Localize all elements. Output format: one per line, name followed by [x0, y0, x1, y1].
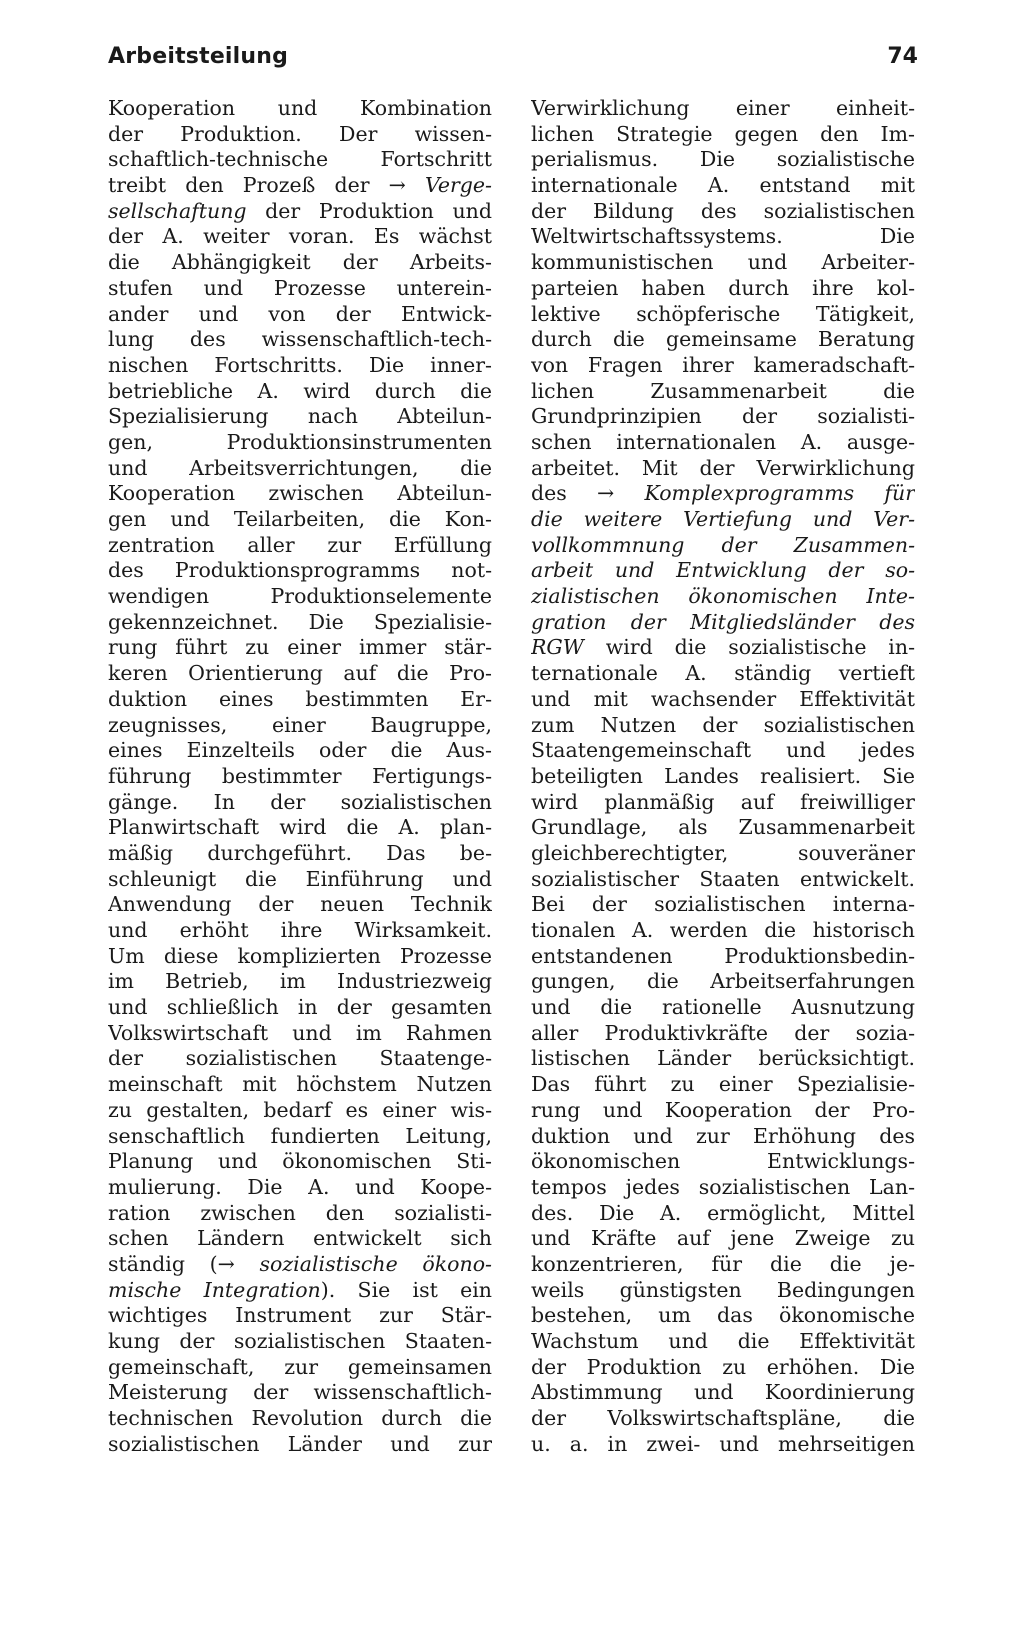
text-line: Weltwirtschaftssystems. Die: [531, 224, 915, 249]
text-line: tempos jedes sozialistischen Lan-: [531, 1174, 915, 1199]
text-line: Planung und ökonomischen Sti-: [108, 1149, 492, 1174]
text-line: technischen Revolution durch die: [108, 1406, 492, 1431]
text-line: duktion eines bestimmten Er-: [108, 686, 492, 711]
text-line: wichtiges Instrument zur Stär-: [108, 1303, 492, 1328]
text-line: Um diese komplizierten Prozesse: [108, 943, 492, 968]
text-line: Grundlage, als Zusammenarbeit: [531, 815, 915, 840]
text-line: Verwirklichung einer einheit-: [531, 96, 915, 120]
text-line: Kooperation und Kombination: [108, 96, 492, 120]
text-line: Das führt zu einer Spezialisie-: [531, 1072, 915, 1097]
text-line: entstandenen Produktionsbedin-: [531, 943, 915, 968]
text-line: des → Komplexprogramms für: [531, 481, 915, 506]
text-line: der Produktion. Der wissen-: [108, 121, 492, 146]
text-line: des Produktionsprogramms not-: [108, 558, 492, 583]
text-line: keren Orientierung auf die Pro-: [108, 661, 492, 686]
text-line: Meisterung der wissenschaftlich-: [108, 1380, 492, 1405]
text-line: rung führt zu einer immer stär-: [108, 635, 492, 660]
text-line: internationale A. entstand mit: [531, 173, 915, 198]
text-line: wird planmäßig auf freiwilliger: [531, 789, 915, 814]
text-line: die Abhängigkeit der Arbeits-: [108, 250, 492, 275]
text-line: lung des wissenschaftlich-tech-: [108, 327, 492, 352]
text-line: zentration aller zur Erfüllung: [108, 532, 492, 557]
text-line: Volkswirtschaft und im Rahmen: [108, 1020, 492, 1045]
text-line: rung und Kooperation der Pro-: [531, 1097, 915, 1122]
running-head: [108, 44, 918, 80]
text-line: senschaftlich fundierten Leitung,: [108, 1123, 492, 1148]
text-line: gekennzeichnet. Die Spezialisie-: [108, 609, 492, 634]
text-line: stufen und Prozesse unterein-: [108, 275, 492, 300]
text-line: gration der Mitgliedsländer des: [531, 609, 915, 634]
text-line: Planwirtschaft wird die A. plan-: [108, 815, 492, 840]
text-line: und schließlich in der gesamten: [108, 995, 492, 1020]
text-line: schaftlich-technische Fortschritt: [108, 147, 492, 172]
text-line: Bei der sozialistischen interna-: [531, 892, 915, 917]
text-line: zu gestalten, bedarf es einer wis-: [108, 1097, 492, 1122]
text-line: eines Einzelteils oder die Aus-: [108, 738, 492, 763]
text-line: betriebliche A. wird durch die: [108, 378, 492, 403]
text-line: konzentrieren, für die die je-: [531, 1251, 915, 1276]
text-line: ökonomischen Entwicklungs-: [531, 1149, 915, 1174]
text-line: gemeinschaft, zur gemeinsamen: [108, 1354, 492, 1379]
text-line: lichen Strategie gegen den Im-: [531, 121, 915, 146]
text-line: schleunigt die Einführung und: [108, 866, 492, 891]
text-line: zum Nutzen der sozialistischen: [531, 712, 915, 737]
text-line: weils günstigsten Bedingungen: [531, 1277, 915, 1302]
text-line: mische Integration). Sie ist ein: [108, 1277, 492, 1302]
text-line: gungen, die Arbeitserfahrungen: [531, 969, 915, 994]
text-line: bestehen, um das ökonomische: [531, 1303, 915, 1328]
text-line: lektive schöpferische Tätigkeit,: [531, 301, 915, 326]
text-line: RGW wird die sozialistische in-: [531, 635, 915, 660]
text-line: ternationale A. ständig vertieft: [531, 661, 915, 686]
text-line: Kooperation zwischen Abteilun-: [108, 481, 492, 506]
text-line: mäßig durchgeführt. Das be-: [108, 840, 492, 865]
text-line: durch die gemeinsame Beratung: [531, 327, 915, 352]
text-line: von Fragen ihrer kameradschaft-: [531, 352, 915, 377]
text-line: kommunistischen und Arbeiter-: [531, 250, 915, 275]
text-line: mulierung. Die A. und Koope-: [108, 1174, 492, 1199]
text-line: meinschaft mit höchstem Nutzen: [108, 1072, 492, 1097]
text-line: zeugnisses, einer Baugruppe,: [108, 712, 492, 737]
text-line: Abstimmung und Koordinierung: [531, 1380, 915, 1405]
text-line: und erhöht ihre Wirksamkeit.: [108, 918, 492, 942]
text-line: Wachstum und die Effektivität: [531, 1329, 915, 1353]
text-line: die weitere Vertiefung und Ver-: [531, 507, 915, 531]
text-line: des. Die A. ermöglicht, Mittel: [531, 1200, 915, 1225]
text-column-right: [531, 96, 915, 1457]
text-line: schen internationalen A. ausge-: [531, 429, 915, 454]
text-line: kung der sozialistischen Staaten-: [108, 1329, 492, 1353]
text-line: ander und von der Entwick-: [108, 301, 492, 326]
text-line: parteien haben durch ihre kol-: [531, 275, 915, 300]
text-line: ständig (→ sozialistische ökono-: [108, 1251, 492, 1276]
text-line: duktion und zur Erhöhung des: [531, 1123, 915, 1148]
text-line: und die rationelle Ausnutzung: [531, 995, 915, 1020]
text-line: sozialistischer Staaten entwickelt.: [531, 866, 915, 891]
text-line: arbeitet. Mit der Verwirklichung: [531, 455, 915, 480]
text-line: lichen Zusammenarbeit die: [531, 378, 915, 403]
text-line: nischen Fortschritts. Die inner-: [108, 352, 492, 377]
text-line: listischen Länder berücksichtigt.: [531, 1046, 915, 1071]
text-line: führung bestimmter Fertigungs-: [108, 763, 492, 788]
text-line: tionalen A. werden die historisch: [531, 918, 915, 942]
text-line: im Betrieb, im Industriezweig: [108, 969, 492, 994]
text-line: vollkommnung der Zusammen-: [531, 532, 915, 557]
text-line: der Volkswirtschaftspläne, die: [531, 1406, 915, 1431]
text-line: der sozialistischen Staatenge-: [108, 1046, 492, 1071]
text-line: beteiligten Landes realisiert. Sie: [531, 763, 915, 788]
text-line: zialistischen ökonomischen Inte-: [531, 584, 915, 609]
text-line: Grundprinzipien der sozialisti-: [531, 404, 915, 429]
text-line: gen, Produktionsinstrumenten: [108, 429, 492, 454]
text-line: Staatengemeinschaft und jedes: [531, 738, 915, 763]
text-line: wendigen Produktionselemente: [108, 584, 492, 609]
text-line: arbeit und Entwicklung der so-: [531, 558, 915, 583]
text-line: aller Produktivkräfte der sozia-: [531, 1020, 915, 1045]
text-line: Anwendung der neuen Technik: [108, 892, 492, 917]
text-line: sellschaftung der Produktion und: [108, 198, 492, 223]
text-line: perialismus. Die sozialistische: [531, 147, 915, 172]
text-line: der Bildung des sozialistischen: [531, 198, 915, 223]
text-line: ration zwischen den sozialisti-: [108, 1200, 492, 1225]
text-line: und Arbeitsverrichtungen, die: [108, 455, 492, 480]
text-line: der Produktion zu erhöhen. Die: [531, 1354, 915, 1379]
text-line: und Kräfte auf jene Zweige zu: [531, 1226, 915, 1251]
page-number: 74: [887, 44, 918, 69]
text-line: schen Ländern entwickelt sich: [108, 1226, 492, 1251]
text-line: gen und Teilarbeiten, die Kon-: [108, 507, 492, 531]
text-column-left: [108, 96, 492, 1457]
text-line: sozialistischen Länder und zur: [108, 1431, 492, 1456]
text-line: u. a. in zwei- und mehrseitigen: [531, 1431, 915, 1456]
text-line: der A. weiter voran. Es wächst: [108, 224, 492, 249]
text-line: treibt den Prozeß der → Verge-: [108, 173, 492, 198]
running-head-title: Arbeitsteilung: [108, 44, 289, 69]
text-line: gleichberechtigter, souveräner: [531, 840, 915, 865]
text-line: Spezialisierung nach Abteilun-: [108, 404, 492, 429]
text-line: gänge. In der sozialistischen: [108, 789, 492, 814]
text-line: und mit wachsender Effektivität: [531, 686, 915, 711]
